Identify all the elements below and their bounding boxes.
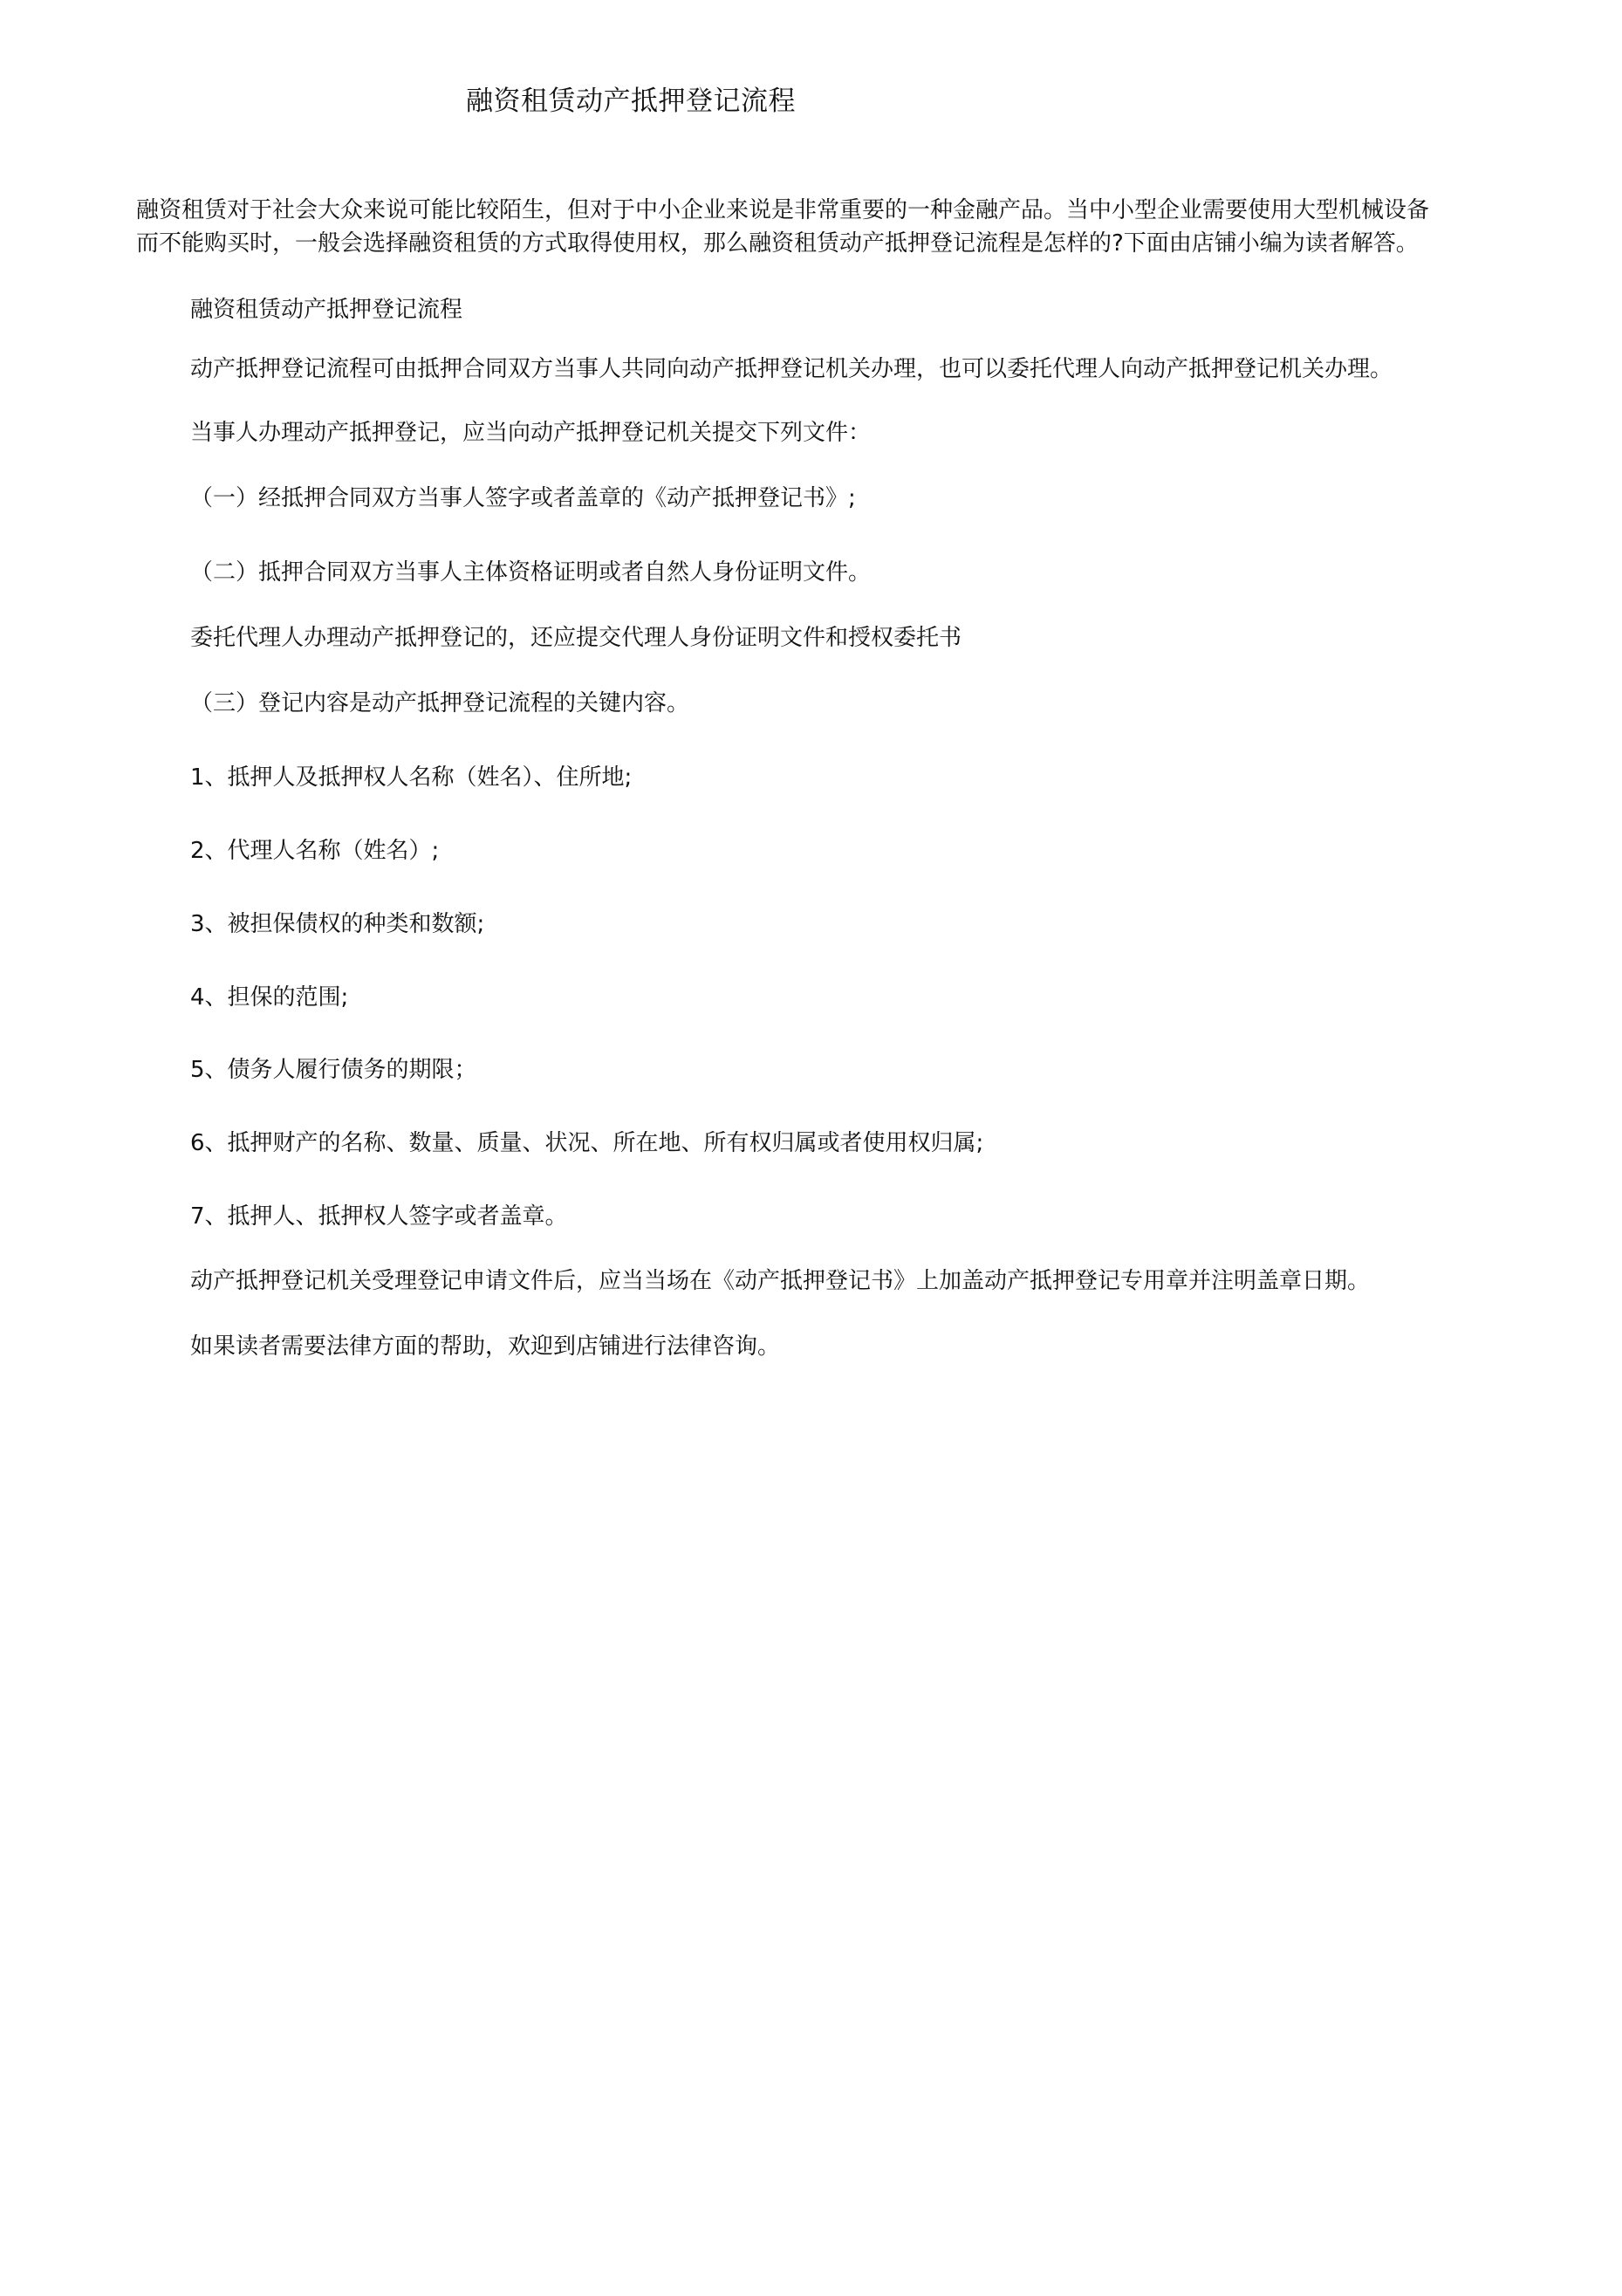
section-heading: 融资租赁动产抵押登记流程 <box>190 297 463 323</box>
list-item-one: （一）经抵押合同双方当事人签字或者盖章的《动产抵押登记书》; <box>190 485 856 511</box>
content-item-1: 1、抵押人及抵押权人名称（姓名）、住所地; <box>190 764 633 791</box>
content-item-7: 7、抵押人、抵押权人签字或者盖章。 <box>190 1203 568 1230</box>
paragraph-closing: 如果读者需要法律方面的帮助，欢迎到店铺进行法律咨询。 <box>190 1333 781 1360</box>
content-item-5: 5、债务人履行债务的期限； <box>190 1057 477 1083</box>
paragraph-procedure: 动产抵押登记流程可由抵押合同双方当事人共同向动产抵押登记机关办理，也可以委托代理人向动产抵押登记机关办理。 <box>190 356 1393 382</box>
intro-line-1: 融资租赁对于社会大众来说可能比较陌生，但对于中小企业来说是非常重要的一种金融产品。当中小型企业需要使用大型机械设备 <box>136 197 1430 223</box>
content-item-4: 4、担保的范围; <box>190 984 349 1011</box>
intro-line-2: 而不能购买时，一般会选择融资租赁的方式取得使用权，那么融资租赁动产抵押登记流程是怎样的?下面由店铺小编为读者解答。 <box>136 230 1419 257</box>
document-title: 融资租赁动产抵押登记流程 <box>466 86 796 117</box>
content-item-2: 2、代理人名称（姓名）; <box>190 838 440 864</box>
intro-paragraph <box>136 194 1497 260</box>
content-item-3: 3、被担保债权的种类和数额; <box>190 911 485 937</box>
paragraph-registration-office: 动产抵押登记机关受理登记申请文件后，应当当场在《动产抵押登记书》上加盖动产抵押登记专用章并注明盖章日期。 <box>190 1268 1371 1294</box>
list-item-three: （三）登记内容是动产抵押登记流程的关键内容。 <box>190 690 690 716</box>
paragraph-agent: 委托代理人办理动产抵押登记的，还应提交代理人身份证明文件和授权委托书 <box>190 625 962 651</box>
list-item-two: （二）抵押合同双方当事人主体资格证明或者自然人身份证明文件。 <box>190 559 872 586</box>
content-item-6: 6、抵押财产的名称、数量、质量、状况、所在地、所有权归属或者使用权归属; <box>190 1130 984 1156</box>
paragraph-documents: 当事人办理动产抵押登记，应当向动产抵押登记机关提交下列文件： <box>190 420 872 446</box>
